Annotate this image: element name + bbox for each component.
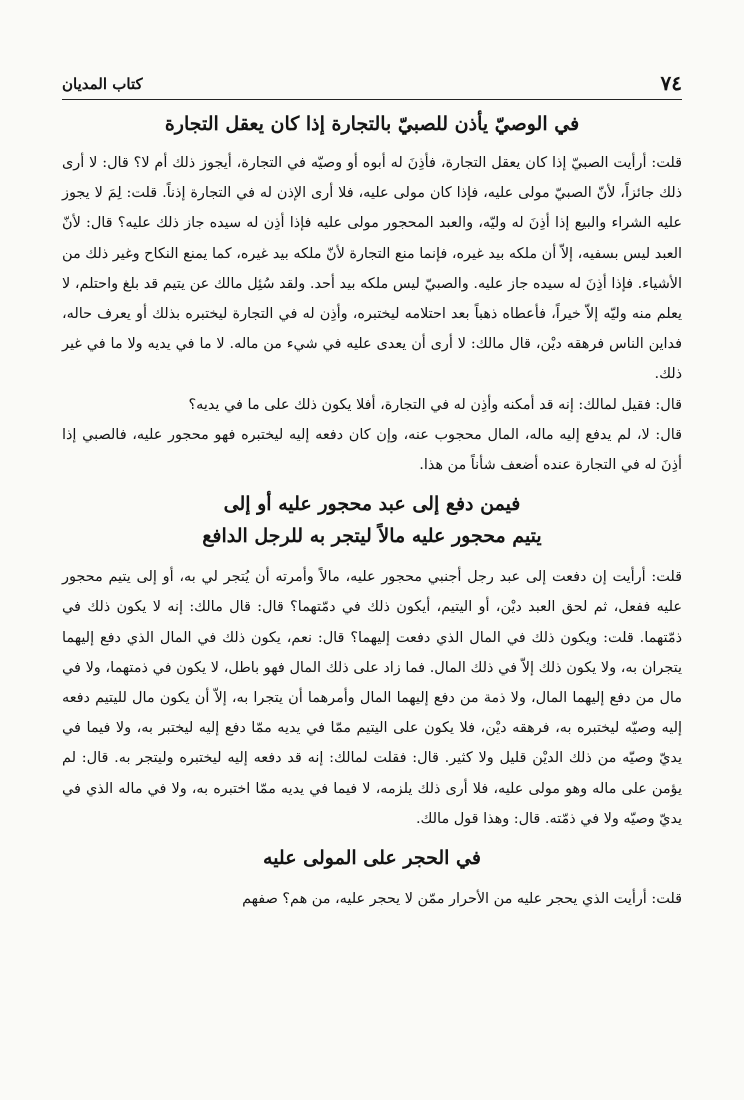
page-number: ٧٤ [660, 71, 682, 95]
paragraph: قلت: أرأيت إن دفعت إلى عبد رجل أجنبي محجور عليه، مالاً وأمرته أن يُتجر لي به، أو إلى يتيم محجور عليه ففعل، ثم لحق العبد ديْن، أو اليتيم، أيكون ذلك في دمّتهما؟ قال: قال مالك: إنه لا يكون ذلك في ذمّتهما. قلت: ويكون ذلك في المال الذي دفعت إليهما؟ قال: نعم، يكون ذلك في المال الذي دفع إليهما يتجران به، ولا يكون ذلك إلاّ في ذلك المال. فما زاد على ذلك المال فهو باطل، لا يكون في ذمتهما، ولا في مال من دفع إليهما المال، ولا ذمة من دفع إليهما المال وأمرهما أن يتجرا به، إلاّ أن يكون مال لليتيم دفعه إليه وصيّه ليختبره به، فرهقه ديْن، فلا يكون على اليتيم ممّا في يديه ممّا دفع إليه ليختبر به، ولا فيما في يديّ وصيّه من ذلك الديْن قليل ولا كثير. قال: فقلت لمالك: إنه قد دفعه إليه ليختبره وليتجر به. قال: لم يؤمن على ماله وهو مولى عليه، فلا أرى ذلك يلزمه، لا فيما في يديه ممّا اختبره به، ولا في ماله الذي في يديّ وصيّه ولا في ذمّته. قال: وهذا قول مالك. [62, 569, 682, 827]
paragraph: قلت: أرأيت الصبيّ إذا كان يعقل التجارة، فأذِنَ له أبوه أو وصيّه في التجارة، أيجوز ذلك أم لا؟ قال: لا أرى ذلك جائزاً، لأنّ الصبيّ مولى عليه، فإذا كان مولى عليه، فلا أرى الإذن له في التجارة إذناً. قلت: لِمَ لا يجوز عليه الشراء والبيع إذا أذِنَ له وليّه، والعبد المحجور مولى عليه فإذا أذِن له سيده جاز ذلك عليه؟ قال: لأنّ العبد ليس بسفيه، إلاّ أن ملكه بيد غيره، فإنما منع التجارة لأنّ ملكه بيد غيره، كما يمنع النكاح وغير ذلك من الأشياء. فإذا أذِنَ له سيده جاز عليه. والصبيّ ليس ملكه بيد أحد. ولقد سُئِل مالك عن يتيم قد بلغ واحتلم، لا يعلم منه وليّه إلاّ خيراً، فأعطاه ذهباً بعد احتلامه ليختبره، وأذِن له في التجارة ليختبره بذلك أو يعرف حاله، فداين الناس فرهقه ديْن، قال مالك: لا أرى أن يعدى عليه في شيء من ماله. لا ما في يديه ولا ما في غير ذلك. [62, 155, 682, 383]
running-title: كتاب المديان [62, 75, 143, 93]
page-header [62, 64, 682, 100]
page-content [62, 108, 682, 914]
paragraph: قال: فقيل لمالك: إنه قد أمكنه وأذِن له في التجارة، أفلا يكون ذلك على ما في يديه؟ [188, 396, 682, 413]
section-heading-interdicted-slave [62, 488, 682, 552]
paragraph: قال: لا، لم يدفع إليه ماله، المال محجوب عنه، وإن كان دفعه إليه ليختبره فهو محجور عليه، فالصبي إذا أذِنَ له في التجارة عنده أضعف شأناً من هذا. [62, 426, 682, 474]
section-heading-line: فيمن دفع إلى عبد محجور عليه أو إلى [223, 493, 521, 516]
section-heading-line: يتيم محجور عليه مالاً ليتجر به للرجل الدافع [202, 525, 542, 548]
paragraph: قلت: أرأيت الذي يحجر عليه من الأحرار ممّن لا يحجر عليه، من هم؟ صفهم [242, 891, 682, 908]
section-heading-guardian-permission: في الوصيّ يأذن للصبيّ بالتجارة إذا كان يعقل التجارة [164, 113, 580, 135]
section-heading-interdiction-ward: في الحجر على المولى عليه [263, 847, 481, 870]
